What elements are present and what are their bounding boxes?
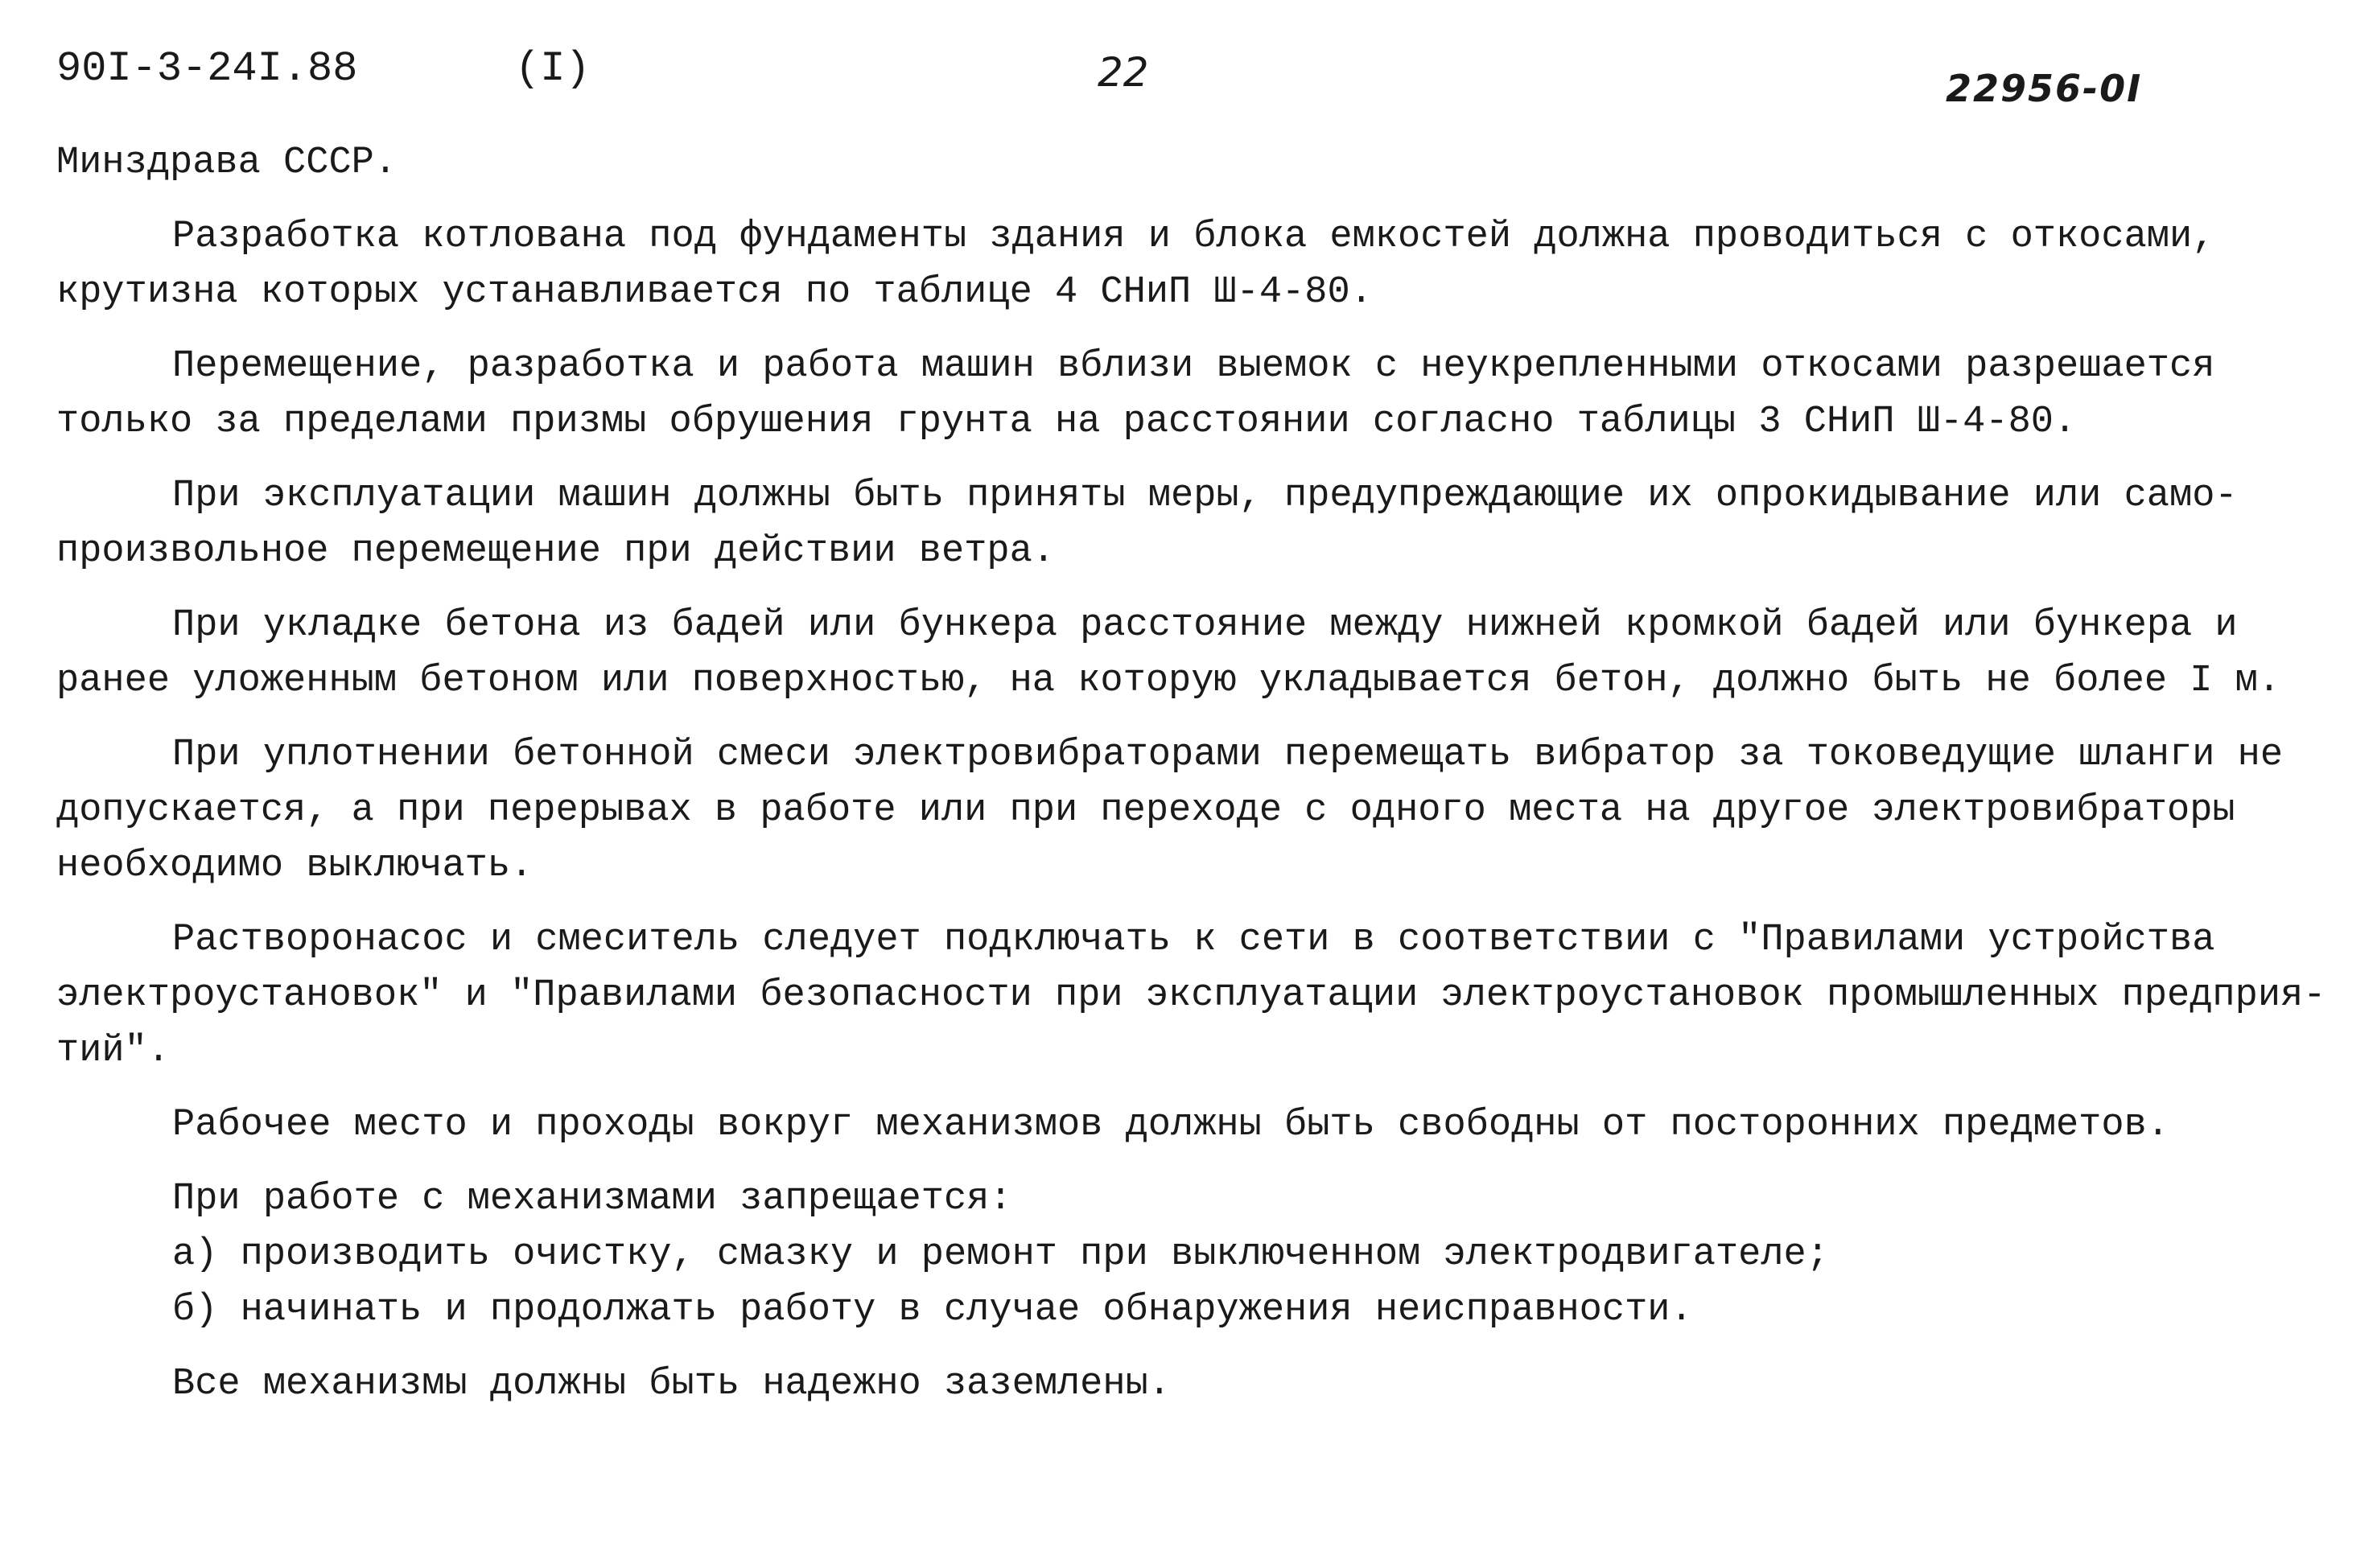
text-line: крутизна которых устанавливается по таблице 4 СНиП Ш-4-80.	[56, 271, 1373, 314]
text-line: произвольное перемещение при действии ветра.	[56, 530, 1056, 573]
sheet-mark: (I)	[515, 45, 591, 93]
text-line: ранее уложенным бетоном или поверхностью, на которую укладывается бетон, должно быть не более I м.	[56, 660, 2281, 702]
text-line: При укладке бетона из бадей или бункера расстояние между нижней кромкой бадей или бункера и	[172, 604, 2238, 647]
text-line: Минздрава СССР.	[56, 142, 398, 184]
list-item: а) производить очистку, смазку и ремонт при выключенном электродвигателе;	[172, 1233, 1829, 1276]
text-line: Разработка котлована под фундаменты здания и блока емкостей должна проводиться с откосами,	[172, 216, 2215, 258]
text-line: Рабочее место и проходы вокруг механизмов должны быть свободны от посторонних предметов.	[172, 1104, 2170, 1146]
page-number: 22	[1098, 49, 1149, 96]
archive-number: 22956-0I	[1946, 67, 2143, 110]
text-line: тий".	[56, 1030, 171, 1072]
list-item: б) начинать и продолжать работу в случае обнаружения неисправности.	[172, 1289, 1693, 1331]
text-line: При работе с механизмами запрещается:	[172, 1178, 1012, 1220]
document-code: 90I-3-24I.88	[56, 45, 358, 93]
body-text	[56, 135, 2334, 1412]
text-line: Все механизмы должны быть надежно заземлены.	[172, 1363, 1172, 1405]
text-line: При уплотнении бетонной смеси электровибраторами перемещать вибратор за токоведущие шланги не	[172, 734, 2284, 776]
page-header	[0, 0, 2377, 113]
text-line: При эксплуатации машин должны быть приняты меры, предупреждающие их опрокидывание или само-	[172, 475, 2238, 517]
text-line: только за пределами призмы обрушения грунта на расстоянии согласно таблицы 3 СНиП Ш-4-80.	[56, 401, 2077, 443]
text-line: электроустановок" и "Правилами безопасности при эксплуатации электроустановок промышленных предприя-	[56, 974, 2326, 1017]
text-line: необходимо выключать.	[56, 845, 533, 887]
text-line: Перемещение, разработка и работа машин вблизи выемок с неукрепленными откосами разрешается	[172, 345, 2215, 388]
text-line: допускается, а при перерывах в работе или при переходе с одного места на другое электровибраторы	[56, 789, 2235, 832]
text-line: Растворонасос и смеситель следует подключать к сети в соответствии с "Правилами устройства	[172, 919, 2215, 961]
